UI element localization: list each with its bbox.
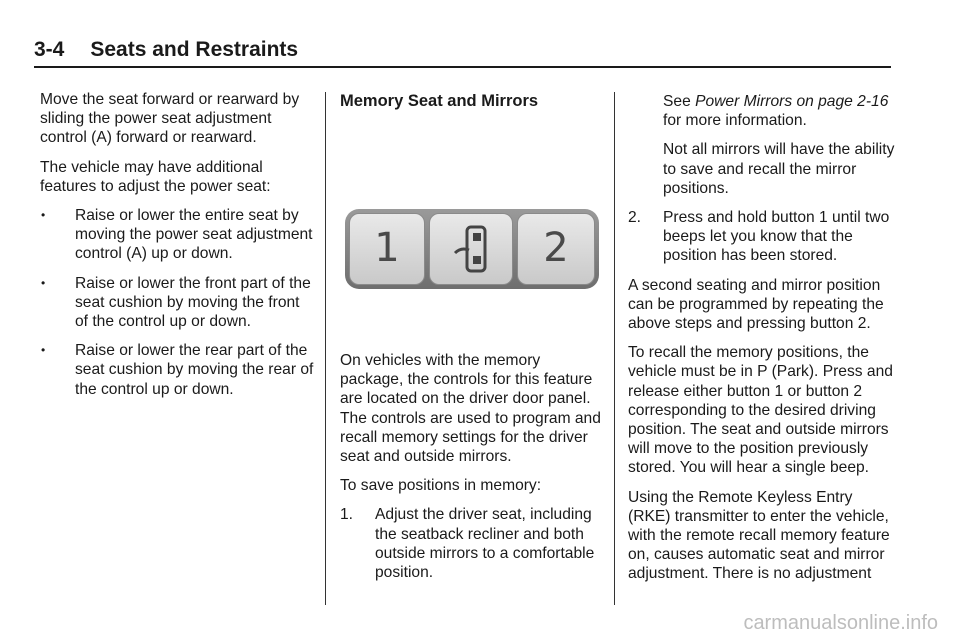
col3-para-3: Using the Remote Keyless Entry (RKE) transmitter to enter the vehicle, with the remote recall memory feature on, causes automatic seat and mirror adjustment. There is no adjustment (628, 488, 890, 583)
button-2-label: 2 (543, 225, 569, 272)
bullet-text: Raise or lower the front part of the seat cushion by moving the front of the control up or down. (75, 274, 311, 331)
step-text: Press and hold button 1 until two beeps let you know that the position has been stored. (663, 209, 890, 265)
see-suffix: for more information. (663, 112, 807, 130)
col3-para-2: To recall the memory positions, the vehicle must be in P (Park). Press and release either button 1 or button 2 corresponding to the desired driving position. The seat and outside mirrors will move to the position previously stored. You will hear a single beep. (628, 344, 893, 477)
see-reference (628, 92, 898, 130)
section-title: Seats and Restraints (90, 38, 299, 61)
page-number: 3-4 (34, 38, 65, 61)
step-item (628, 208, 898, 266)
memory-set-button (429, 213, 513, 285)
step-number: 1. (340, 506, 354, 524)
col2-para-1: On vehicles with the memory package, the controls for this feature are located on the driver door panel. The controls are used to program and recall memory settings for the driver seat and outside mirrors. (340, 352, 601, 466)
bullet-icon: • (41, 343, 46, 358)
memory-buttons-figure (340, 201, 606, 351)
step-item (340, 505, 606, 582)
memory-button-1 (349, 213, 425, 285)
bullet-icon: • (41, 208, 46, 223)
column-divider (325, 92, 326, 605)
column-2 (340, 92, 606, 592)
bullet-text: Raise or lower the entire seat by moving the power seat adjustment control (A) up or down. (75, 207, 313, 263)
column-3 (628, 92, 898, 594)
page-header (34, 38, 892, 62)
bullet-item (40, 274, 316, 332)
col2-para-2: To save positions in memory: (340, 477, 542, 495)
bullet-item (40, 206, 316, 264)
see-prefix: See (663, 93, 696, 110)
bullet-icon: • (41, 275, 46, 290)
memory-panel (345, 209, 599, 289)
memory-button-2 (517, 213, 595, 285)
mirror-note: Not all mirrors will have the ability to save and recall the mirror positions. (663, 141, 895, 197)
col3-para-1: A second seating and mirror position can be programmed by repeating the above steps and pressing button 2. (628, 276, 884, 333)
button-1-label: 1 (374, 225, 400, 272)
col1-para-2: The vehicle may have additional features to adjust the power seat: (40, 158, 271, 195)
memory-section-title: Memory Seat and Mirrors (340, 92, 539, 110)
power-mirrors-link[interactable]: Power Mirrors on page 2-16 (695, 93, 889, 110)
bullet-item (40, 341, 316, 399)
column-divider (614, 92, 615, 605)
step-text: Adjust the driver seat, including the seatback recliner and both outside mirrors to a comfortable position. (375, 506, 595, 582)
bullet-text: Raise or lower the rear part of the seat cushion by moving the rear of the control up or down. (75, 342, 314, 398)
header-rule (34, 66, 891, 68)
step-number: 2. (628, 209, 642, 227)
watermark: carmanualsonline.info (743, 612, 938, 634)
column-1 (40, 90, 316, 409)
seat-mirror-icon (451, 223, 491, 275)
col1-para-1: Move the seat forward or rearward by sliding the power seat adjustment control (A) forward or rearward. (40, 91, 300, 147)
